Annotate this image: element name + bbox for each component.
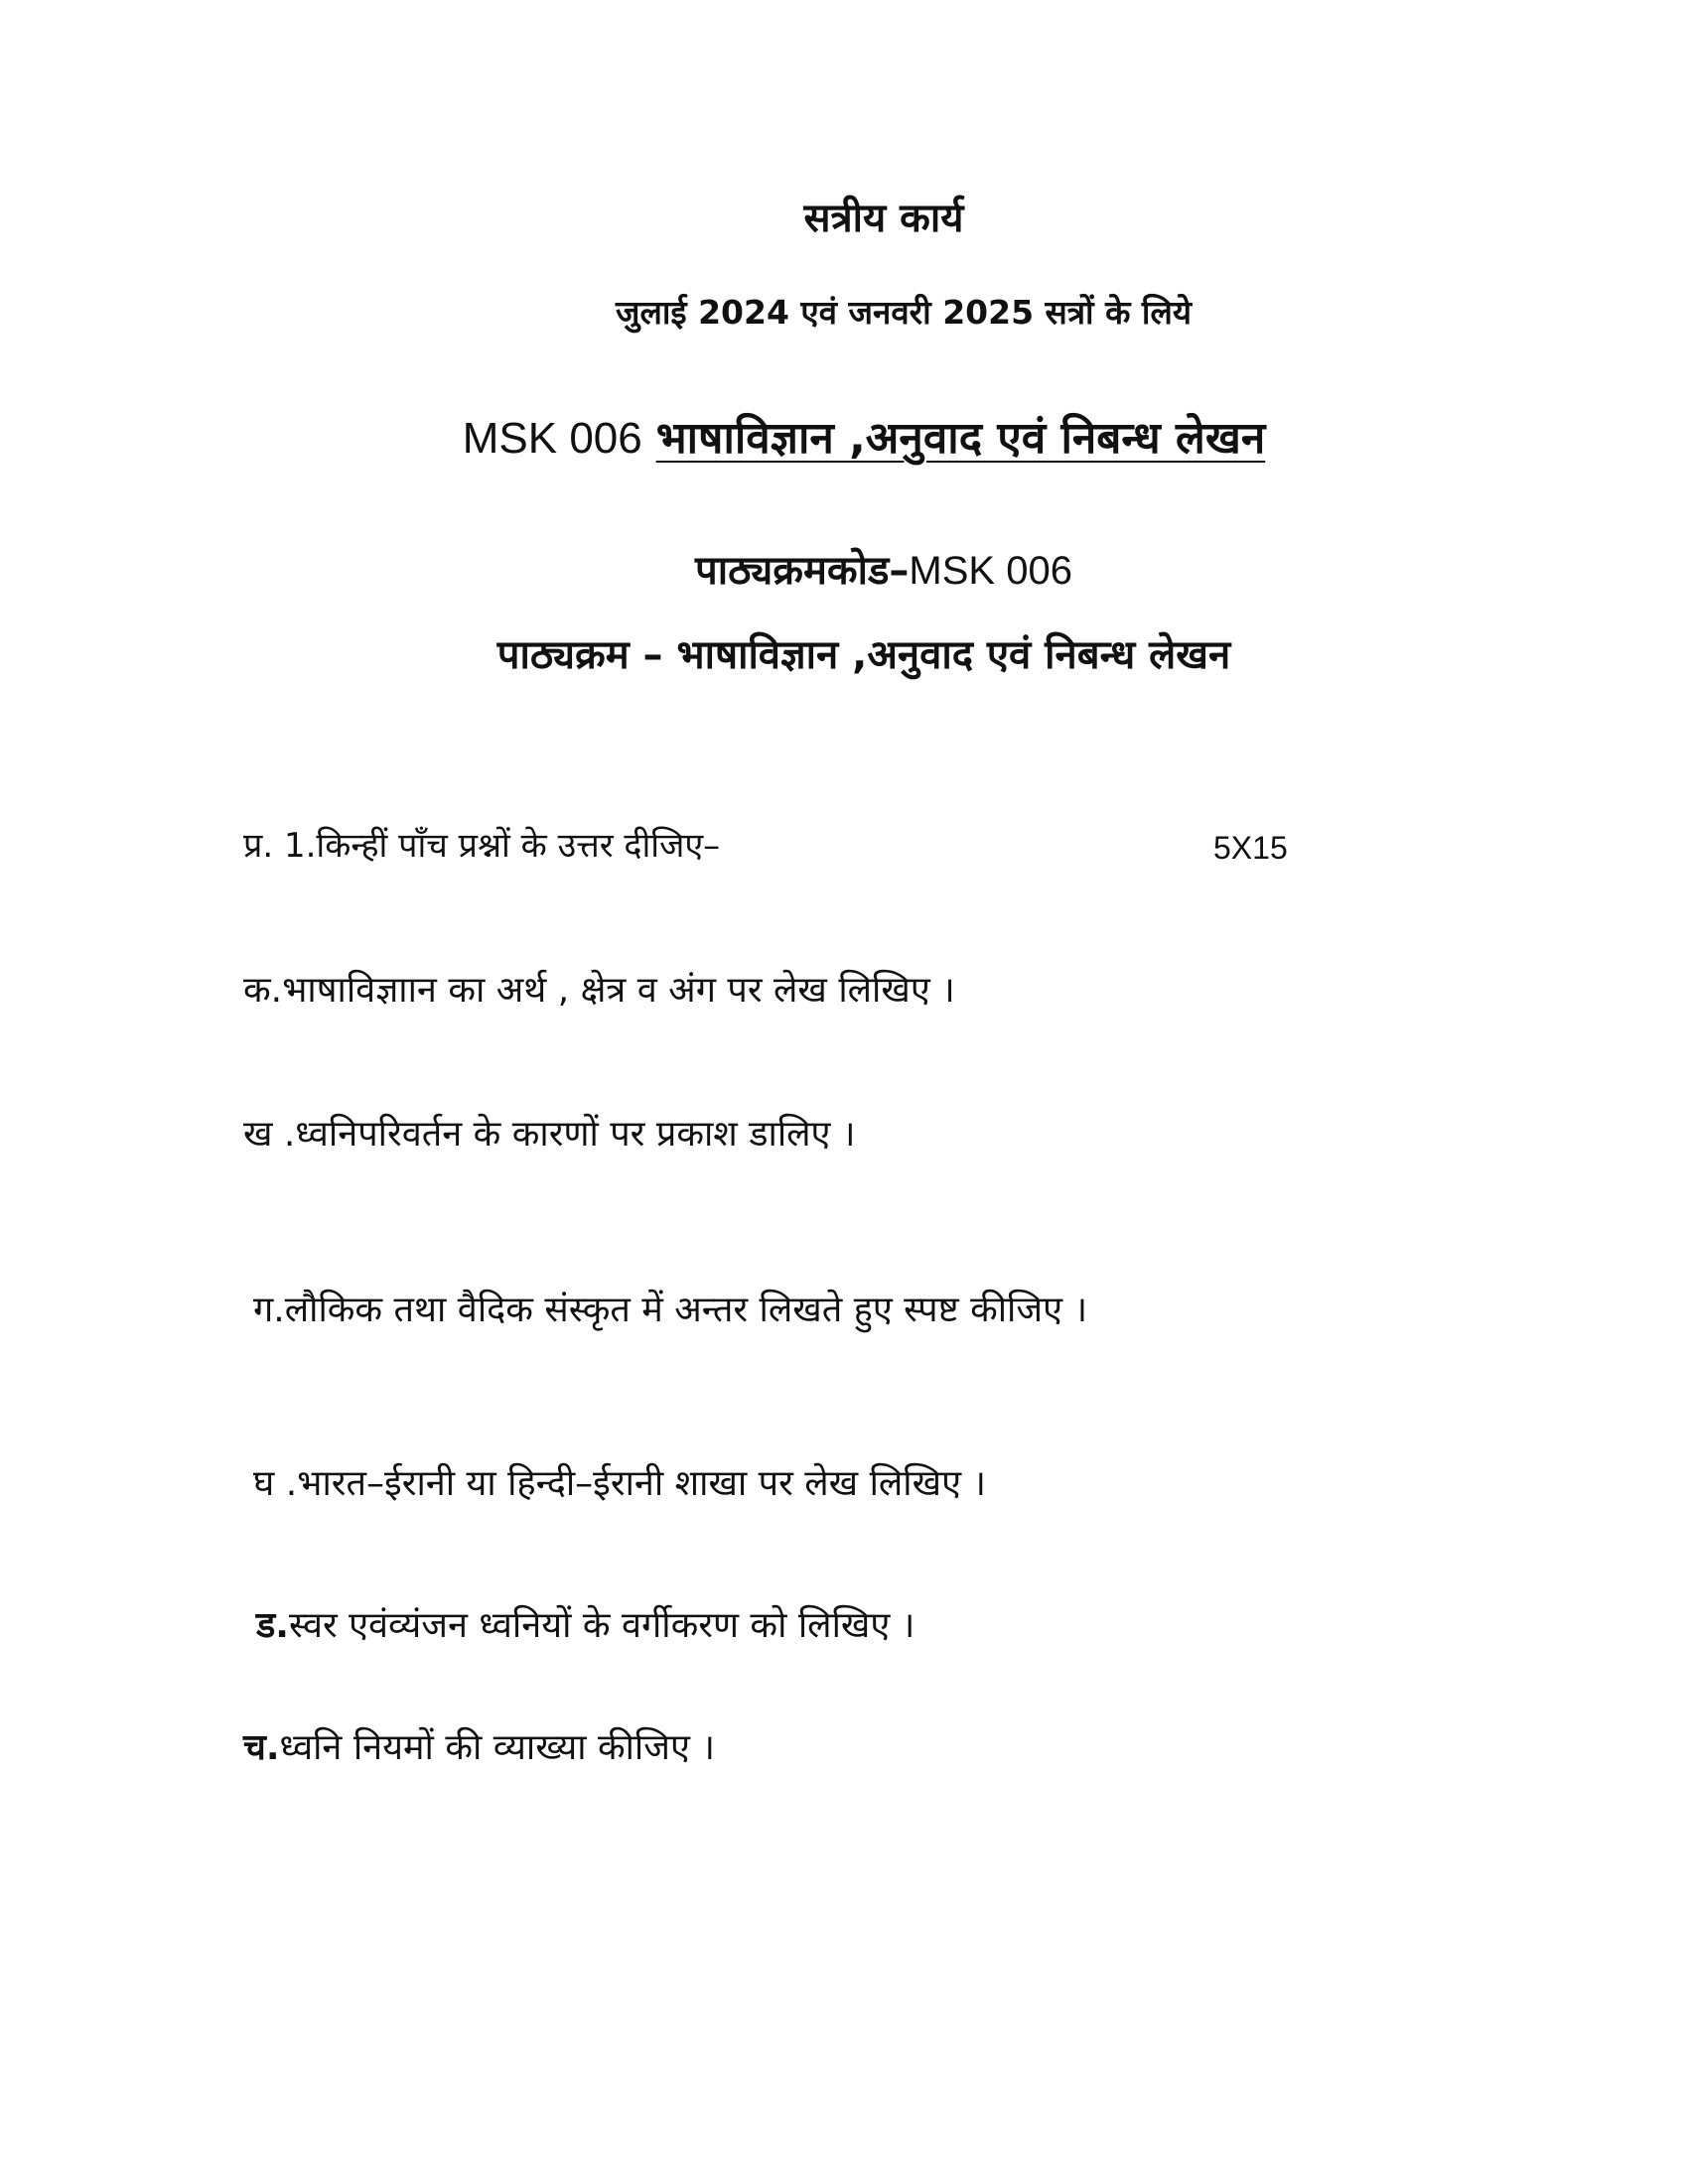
course-code-heading: MSK 006 <box>462 414 642 463</box>
question-item-cha <box>243 1727 715 1768</box>
question-item-label: च. <box>243 1727 280 1768</box>
question-item-label: ड. <box>256 1605 289 1646</box>
course-name-heading: भाषाविज्ञान ,अनुवाद एवं निबन्ध लेखन <box>655 413 1266 464</box>
question-item-label: ख . <box>243 1114 296 1155</box>
question-item-da <box>256 1605 915 1646</box>
course-heading <box>20 413 1688 464</box>
question-item-ka <box>243 970 955 1011</box>
question-intro: प्र. 1.किन्हीं पाँच प्रश्नों के उत्तर दीजिए– <box>243 826 721 866</box>
question-item-gha <box>253 1463 987 1504</box>
course-name-line: पाठ्यक्रम – भाषाविज्ञान ,अनुवाद एवं निबन्ध लेखन <box>496 632 1231 678</box>
document-title: सत्रीय कार्य <box>803 196 964 241</box>
question-item-text: भाषाविज्ञाान का अर्थ , क्षेत्र व अंग पर लेख लिखिए । <box>282 970 955 1011</box>
question-item-kha <box>243 1114 856 1155</box>
question-item-text: स्वर एवंव्यंजन ध्वनियों के वर्गीकरण को लिखिए । <box>288 1605 915 1646</box>
question-item-label: ग. <box>253 1290 285 1330</box>
session-line: जुलाई 2024 एवं जनवरी 2025 सत्रों के लिये <box>616 293 1192 332</box>
course-code-line <box>40 548 1688 594</box>
question-marks: 5X15 <box>1213 830 1288 866</box>
course-code-value: MSK 006 <box>909 549 1072 593</box>
question-item-label: क. <box>243 970 283 1011</box>
question-item-ga <box>253 1290 1088 1330</box>
question-item-text: लौकिक तथा वैदिक संस्कृत में अन्तर लिखते हुए स्पष्ट कीजिए । <box>284 1290 1088 1330</box>
question-item-text: ध्वनि नियमों की व्याख्या कीजिए । <box>279 1727 715 1768</box>
question-item-text: ध्वनिपरिवर्तन के कारणों पर प्रकाश डालिए । <box>295 1114 856 1155</box>
course-code-label: पाठ्यक्रमकोड– <box>695 548 910 594</box>
question-item-label: घ . <box>253 1463 298 1504</box>
question-item-text: भारत–ईरानी या हिन्दी–ईरानी शाखा पर लेख लिखिए । <box>297 1463 987 1504</box>
